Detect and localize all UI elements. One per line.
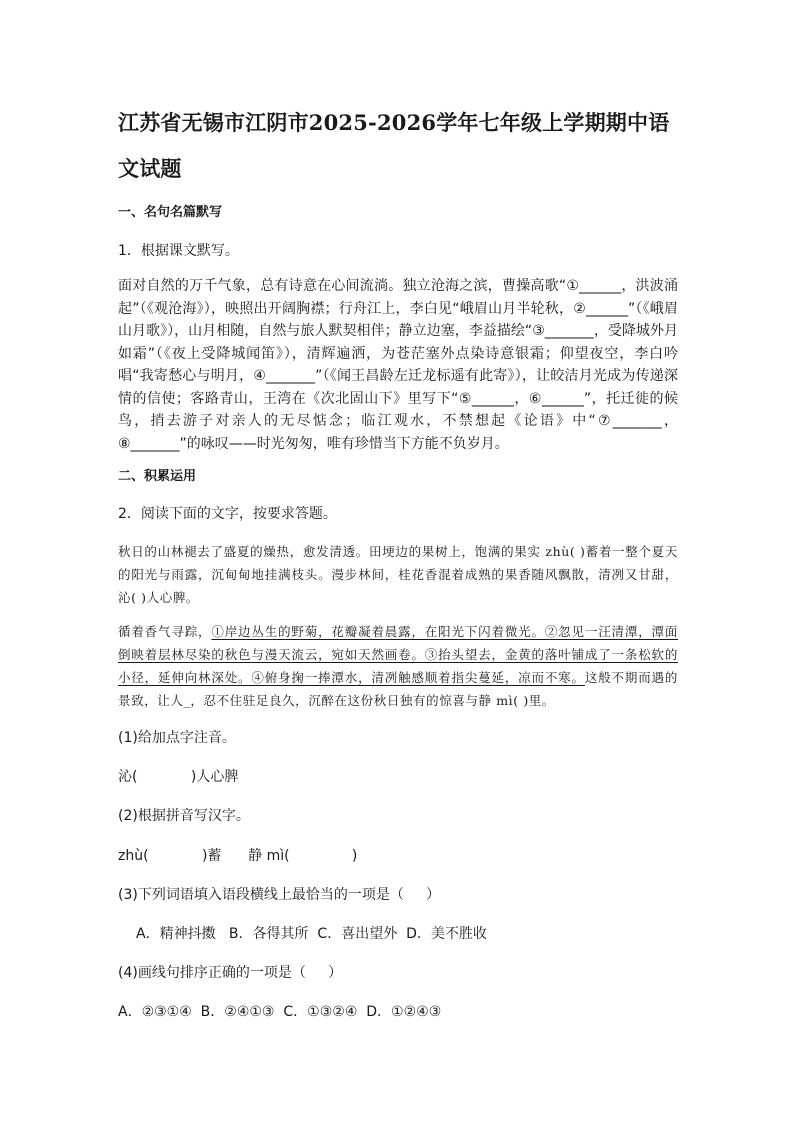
reading-paragraph-1: 秋日的山林褪去了盛夏的燥热，愈发清透。田埂边的果树上，饱满的果实 zhù( )蓄着一整个夏天的阳光与雨露，沉甸甸地挂满枝头。漫步林间，桂花香混着成熟的果香随风飘散，清冽又甘甜，沁( )人心脾。: [118, 544, 678, 605]
sub-question-1: (1)给加点字注音。: [118, 730, 236, 746]
reading-paragraph-2: [118, 620, 678, 712]
paragraph-2-tail: 这般不期而遇的景致，让人_，忍不住驻足良久，沉醉在这份秋日独有的惊喜与静 mì( )里。: [118, 670, 678, 708]
sub-question-3-options: A．精神抖擞 B．各得其所 C．喜出望外 D．美不胜收: [136, 926, 487, 942]
sub-question-1-item: 沁( )人心脾: [118, 769, 239, 785]
question-1-stem: 1．根据课文默写。: [118, 243, 239, 259]
question-2-stem: 2．阅读下面的文字，按要求答题。: [118, 506, 337, 522]
sub-question-4: (4)画线句排序正确的一项是（ ）: [118, 965, 343, 981]
paragraph-2-lead: 循着香气寻踪，: [118, 624, 212, 639]
section-heading-2: 二、积累运用: [118, 469, 197, 484]
underlined-sentences: ①岸边丛生的野菊，花瓣凝着晨露，在阳光下闪着微光。②忽见一汪清潭，潭面倒映着层林尽染的秋色与漫天流云，宛如天然画卷。③抬头望去，金黄的落叶铺成了一条松软的小径，延伸向林深处。④俯身掬一捧潭水，清冽触感顺着指尖蔓延，凉而不寒。: [118, 624, 678, 685]
sub-question-2-item: zhù( )蓄 静 mì( ): [118, 848, 358, 864]
sub-question-4-options: A．②③①④ B．②④①③ C．①③②④ D．①②④③: [118, 1004, 442, 1020]
question-1-passage: 面对自然的万千气象，总有诗意在心间流淌。独立沧海之滨，曹操高歌“①______，洪波涌起”（《观沧海》），映照出开阔胸襟；行舟江上，李白见“峨眉山月半轮秋，②______”（《峨眉山月歌》），山月相随，自然与旅人默契相伴；静立边塞，李益描绘“③_______，受降城外月如霜”（《夜上受降城闻笛》），清辉遍洒，为苍茫塞外点染诗意银霜；仰望夜空，李白吟唱“我寄愁心与明月，④_______”（《闻王昌龄左迁龙标遥有此寄》），让皎洁月光成为传递深情的信使；客路青山，王湾在《次北固山下》里写下“⑤______，⑥______”，托迁徙的候鸟，捎去游子对亲人的无尽惦念；临江观水，不禁想起《论语》中“⑦_______，⑧_______”的咏叹——时光匆匆，唯有珍惜当下方能不负岁月。: [118, 278, 678, 452]
section-heading-1: 一、名句名篇默写: [118, 205, 223, 220]
page-title: 江苏省无锡市江阴市2025-2026学年七年级上学期期中语文试题: [118, 110, 670, 181]
sub-question-2: (2)根据拼音写汉字。: [118, 808, 250, 824]
sub-question-3: (3)下列词语填入语段横线上最恰当的一项是（ ）: [118, 887, 441, 903]
